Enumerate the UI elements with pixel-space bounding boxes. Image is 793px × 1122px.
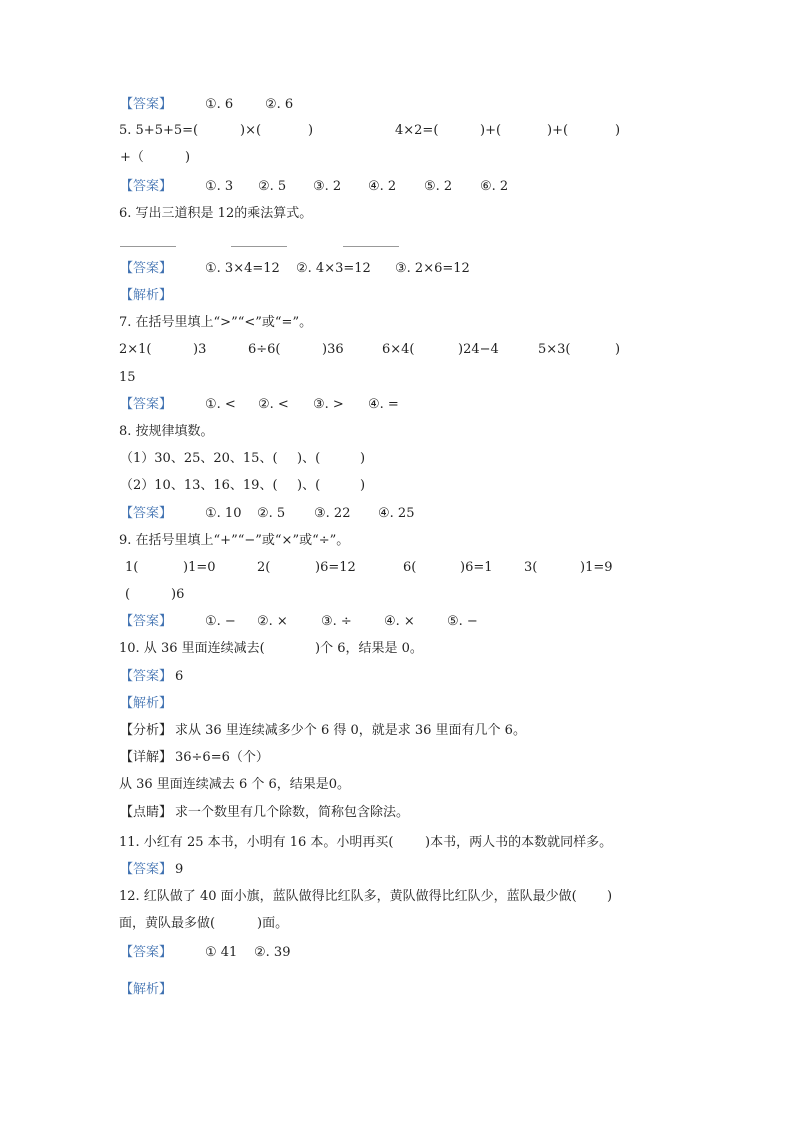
q7-question [0,314,313,332]
answer-blank[interactable] [120,246,176,247]
q7-text: )3 [193,342,207,357]
q9-text: 2( [257,560,271,575]
q12-answer-line [0,944,291,962]
q9-wrap [0,586,185,604]
answer-tag: 【答案】 [120,179,173,194]
answer-blank[interactable] [343,246,399,247]
answer-item: 6 [175,669,184,684]
question-text: 面，黄队最多做( [119,916,216,931]
q7-text: 6÷6( [248,342,281,357]
q11-answer-line [0,861,184,879]
q5-text: )+( [480,123,502,138]
answer-item: ①. < [205,397,236,412]
answer-item: ①. 10 [205,506,242,521]
q7-text: 15 [119,370,136,385]
question-text: ) [607,889,613,904]
answer-item: ②. 39 [254,945,291,960]
q9-text: )6=1 [460,560,493,575]
answer-tag: 【答案】 [120,506,173,521]
q8-text: （2）10、13、16、19、( [120,478,278,493]
question-text: 12. 红队做了 40 面小旗，蓝队做得比红队多，黄队做得比红队少，蓝队最少做( [119,889,577,904]
dianjing-tag: 【点睛】 [120,805,173,820]
fenxi-tag: 【分析】 [120,723,173,738]
q5-text: ) [185,150,191,165]
answer-item: ①. 3×4=12 [205,261,280,276]
question-text: )面。 [257,916,289,931]
q12-line1 [0,888,613,906]
q10-xiangjie [0,749,269,767]
fenxi-text: 求从 36 里连续减多少个 6 得 0，就是求 36 里面有几个 6。 [175,723,526,738]
answer-item: ②. 5 [258,179,287,194]
question-text: 6. 写出三道积是 12的乘法算式。 [119,206,313,221]
question-text: )个 6，结果是 0。 [315,641,423,656]
answer-item: 9 [175,862,184,877]
q5-text: 4×2=( [395,123,439,138]
answer-item: ②. 6 [265,97,294,112]
q9-text: )1=9 [580,560,613,575]
question-text: 8. 按规律填数。 [119,424,214,439]
answer-tag: 【答案】 [120,862,173,877]
question-text: )本书，两人书的本数就同样多。 [425,835,613,850]
q7-answer-line [0,396,399,414]
q5-line2 [0,149,191,167]
q9-text: 3( [524,560,538,575]
answer-item: ①. 3 [205,179,234,194]
q9-text: 1( [125,560,139,575]
q8-question [0,423,214,441]
q9-answer-line [0,613,478,631]
q10-question [0,640,423,658]
q6-answer-line [0,260,470,278]
q7-text: 5×3( [538,342,571,357]
q5-text: ) [308,123,314,138]
q7-items [0,341,621,359]
q6-analysis-line [0,287,173,305]
q12-analysis-line [0,981,173,999]
q8-answer-line [0,505,415,523]
q9-text: )6 [171,587,185,602]
answer-item: ②. 4×3=12 [296,261,371,276]
q11-question [0,834,613,852]
analysis-tag: 【解析】 [120,982,173,997]
answer-item: ⑥. 2 [480,179,509,194]
q7-text: ) [615,342,621,357]
conclusion-text: 从 36 里面连续减去 6 个 6，结果是0。 [119,777,351,792]
answer-item: ②. 5 [257,506,286,521]
question-text: 11. 小红有 25 本书，小明有 16 本。小明再买( [119,835,394,850]
q10-analysis-line [0,695,173,713]
answer-item: ⑤. − [447,614,478,629]
q9-question [0,532,350,550]
answer-tag: 【答案】 [120,397,173,412]
q9-text: 6( [403,560,417,575]
q8-text: （1）30、25、20、15、( [120,451,278,466]
q5-text: )+( [547,123,569,138]
answer-item: ③. > [313,397,344,412]
xiangjie-text: 36÷6=6（个） [175,750,269,765]
answer-blank[interactable] [231,246,287,247]
q5-answer-line [0,178,509,196]
question-text: 7. 在括号里填上“>”“<”或“=”。 [119,315,313,330]
q12-line2 [0,915,289,933]
answer-item: ②. < [258,397,289,412]
answer-tag: 【答案】 [120,97,173,112]
dianjing-text: 求一个数里有几个除数，简称包含除法。 [175,805,410,820]
answer-item: ① 41 [205,945,238,960]
question-text: 10. 从 36 里面连续减去( [119,641,265,656]
q10-answer-line [0,668,184,686]
answer-item: ③. 2 [313,179,342,194]
q7-wrap [0,369,136,387]
q8-row1 [0,450,366,468]
q8-row2 [0,477,366,495]
q8-text: )、( [297,478,321,493]
q6-question [0,205,313,223]
q8-text: )、( [297,451,321,466]
xiangjie-tag: 【详解】 [120,750,173,765]
answer-item: ④. × [384,614,415,629]
answer-item: ⑤. 2 [424,179,453,194]
answer-tag: 【答案】 [120,945,173,960]
answer-tag: 【答案】 [120,669,173,684]
q9-items [0,559,613,577]
answer-item: ①. − [205,614,236,629]
q10-fenxi [0,722,526,740]
answer-item: ①. 6 [205,97,234,112]
q10-conclusion [0,776,351,794]
q5-text: )×( [240,123,262,138]
q5-text: 5. 5+5+5=( [119,123,199,138]
q4-answer-line [0,96,294,114]
answer-tag: 【答案】 [120,614,173,629]
q7-text: 6×4( [382,342,415,357]
q5-text: ) [615,123,621,138]
q7-text: 2×1( [119,342,152,357]
q9-text: ( [125,587,131,602]
q5-line1 [0,122,621,140]
q9-text: )1=0 [183,560,216,575]
q8-text: ) [360,478,366,493]
q5-text: +（ [120,150,144,165]
analysis-tag: 【解析】 [120,696,173,711]
answer-item: ③. 2×6=12 [395,261,470,276]
q8-text: ) [360,451,366,466]
q10-dianjing [0,804,410,822]
question-text: 9. 在括号里填上“+”“−”或“×”或“÷”。 [119,533,350,548]
answer-item: ③. 22 [314,506,351,521]
answer-item: ④. 25 [378,506,415,521]
q9-text: )6=12 [315,560,356,575]
q7-text: )36 [322,342,344,357]
answer-tag: 【答案】 [120,261,173,276]
q7-text: )24−4 [458,342,499,357]
answer-item: ③. ÷ [321,614,352,629]
answer-item: ②. × [257,614,288,629]
answer-item: ④. 2 [368,179,397,194]
answer-item: ④. = [368,397,399,412]
analysis-tag: 【解析】 [120,288,173,303]
